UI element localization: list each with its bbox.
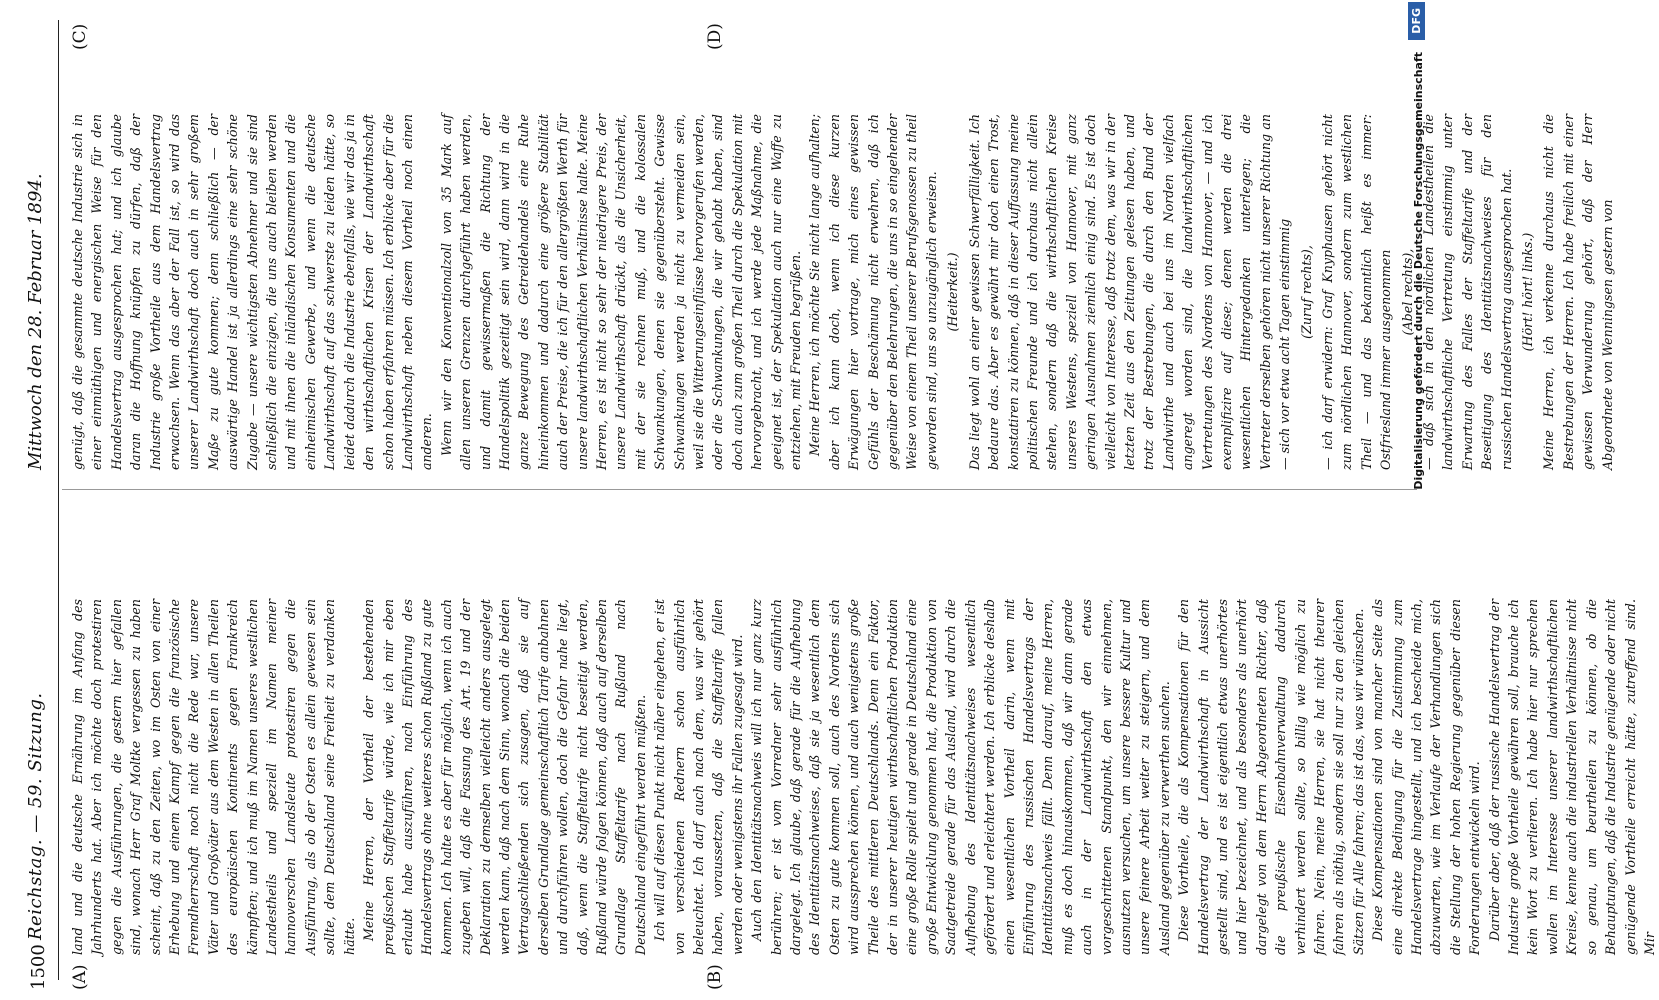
running-title: Reichstag. — 59. Sitzung. — [25, 692, 46, 940]
paragraph: — ich darf erwidern: Graf Knyphausen gehört nicht zum nördlichen Hannover, sondern zum westlichen Theil — und das bekanntlich heißt es immer: Ostfriesland immer ausgenommen — [1320, 114, 1394, 470]
margin-marker-d: (D) — [705, 23, 725, 50]
header-rule — [58, 20, 59, 980]
paragraph: Auch den Identitätsnachweis will ich nur ganz kurz berühren; er ist vom Vorredner sehr ausführlich dargelegt. Ich glaube, daß gerade für die Aufhebung des Identitätsnachweises, daß sie ja wesentlich dem Osten zu gute kommen soll, auch des Nordens sich wird aussprechen können, und auch wenigstens große Theile des mittleren Deutschlands. Denn ein Faktor, der in unserer heutigen wirthschaftlichen Produktion eine große Rolle spielt und gerade in Deutschland eine große Entwicklung genommen hat, die Produktion von Saatgetreide gerade für das Ausland, wird durch die Aufhebung des Identitätsnachweises wesentlich gefördert und erleichtert werden. Ich erblicke deshalb einen wesentlichen Vortheil darin, wenn mit Einführung des russischen Handelsvertrags der Identitätsnachweis fällt. Denn darauf, meine Herren, muß es doch hinauskommen, daß wir dann gerade auch in der Landwirthschaft den etwas vorgeschrittenen Standpunkt, den wir einnehmen, ausnutzen versuchen, um unsere bessere Kultur und unsere feinere Arbeit weiter zu steigern, und dem Ausland gegenüber zu verwerthen suchen. — [749, 599, 1172, 955]
digitization-note: Digitalisierung gefördert durch die Deutsche Forschungsgemeinschaft — [1412, 52, 1425, 490]
paragraph: Wenn wir den Konventionalzoll von 35 Mark auf allen unseren Grenzen durchgeführt haben werden, und damit gewissermaßen die Richtung der Handelspolitik gezeitigt sein wird, dann wird in die ganze Bewegung des Getreidehandels eine Ruhe hineinkommen und dadurch eine größere Stabilität auch der Preise, die ich für den allergrößten Werth für unsere landwirthschaftlichen Verhältnisse halte. Meine Herren, es ist nicht so sehr der niedrigere Preis, der unsere Landwirthschaft drückt, als die Unsicherheit, mit der sie rechnen muß, und die kolossalen Schwankungen, denen sie gegenübersteht. Gewisse Schwankungen werden ja nicht zu vermeiden sein, weil sie die Witterungseinflüsse hervorgerufen werden, oder die Schwankungen, die wir gehabt haben, sind doch auch zum großen Theil durch die Spekulation mit hervorgebracht, und ich werde jede Maßnahme, die geeignet ist, der Spekulation auch nur eine Waffe zu entziehen, mit Freuden begrüßen. — [438, 114, 804, 470]
page-header — [0, 0, 60, 1000]
column-divider — [62, 489, 1417, 490]
margin-marker-a: (A) — [70, 964, 90, 990]
paragraph: Diese Kompensationen sind von mancher Seite als eine direkte Bedingung für die Zustimmung zum Handelsvertrage hingestellt, und ich bescheide mich, abzuwarten, wie im Verlaufe der Verhandlungen sich die Stellung der hohen Regierung gegenüber diesen Forderungen entwickeln wird. — [1370, 599, 1483, 955]
page-footer — [1402, 0, 1430, 1000]
paragraph: Meine Herren, ich möchte Sie nicht lange aufhalten; aber ich kann doch, wenn ich diese kurzen Erwägungen hier vortrage, mich eines gewissen Gefühls der Beschämung nicht erwehren, daß ich gegenüber den Belehrungen, die uns in so eingehender Weise von einem Theil unserer Berufsgenossen zu theil geworden sind, uns so unzugänglich erweisen. — [807, 114, 939, 470]
paragraph: Diese Vortheile, die als Kompensationen für den Handelsvertrag der Landwirthschaft in Aussicht gestellt sind, und es ist eigentlich etwas unerhörtes und hier bezeichnet, und als besonders als unerhört dargelegt von dem Herrn Abgeordneten Richter, daß die preußische Eisenbahnverwaltung dadurch verhindert werden sollte, so billig wie möglich zu fahren. Nein, meine Herren, sie hat nicht theurer fahren als nöthig, sondern sie soll nur zu den gleichen Sätzen für Alle fahren; das ist das, was wir wünschen. — [1176, 599, 1366, 955]
paragraph: Meine Herren, der Vortheil der bestehenden preußischen Staffeltarife würde, wie ich mir eben erlaubt habe auszuführen, nach Einführung des Handelsvertrags ohne weiteres schon Rußland zu gute kommen. Ich halte es aber für möglich, wenn ich auch zugeben will, daß die Fassung des Art. 19 und der Deklaration zu demselben vielleicht anders ausgelegt werden kann, daß nach dem Sinn, wonach die beiden Vertragschließenden sich zusagen, daß sie auf derselben Grundlage gemeinschaftlich Tarife anbahnen und durchführen wollen, doch die Gefahr nahe liegt, daß, wenn die Staffeltarife nicht beseitigt werden, Rußland würde folgen können, daß auch auf derselben Grundlage Staffeltarife nach Rußland nach Deutschland eingeführt werden müßten. — [361, 599, 648, 955]
dfg-logo: DFG — [1408, 2, 1425, 40]
page-number: 1500 — [28, 944, 49, 990]
paragraph: Meine Herren, ich verkenne durchaus nicht die Bestrebungen der Herren. Ich habe freilich mit einer gewissen Verwunderung gehört, daß der Herr Abgeordnete von Wenningsen gestern von — [1541, 114, 1615, 470]
interjection: (Abel rechts), — [1399, 248, 1415, 336]
interjection: (Hört! hört! links.) — [1520, 232, 1536, 352]
paragraph: land und die deutsche Ernährung im Anfang des Jahrhunderts hat. Aber ich möchte doch protestiren gegen die Ausführungen, die gestern hier gefallen sind, wonach Herr Graf Moltke vergessen zu haben scheint, daß zu den Zeiten, wo im Osten von einer Erhebung und einem Kampf gegen die französische Fremdherrschaft noch nicht die Rede war, unsere Väter und Großväter aus dem Westen in allen Theilen des europäischen Kontinents gegen Frankreich kämpften; und ich muß im Namen unseres westlichen Landestheils und speziell im Namen meiner hannoverschen Landsleute protestiren gegen die Ausführung, als ob der Osten es allein gewesen sein sollte, dem Deutschland seine Freiheit zu verdanken hätte. — [70, 599, 357, 955]
paragraph: genügt, daß die gesammte deutsche Industrie sich in einer einmüthigen und energischen Weise für den Handelsvertrag ausgesprochen hat; und ich glaube daran die Hoffnung knüpfen zu dürfen, daß der Industrie große Vortheile aus dem Handelsvertrag erwachsen. Wenn das aber der Fall ist, so wird das unserer Landwirthschaft doch auch in sehr großem Maße zu gute kommen; denn schließlich — der auswärtige Handel ist ja allerdings eine sehr schöne Zugabe — unsere wichtigsten Abnehmer und sie sind schließlich die einzigen, die uns auch bleiben werden und mit ihnen die inländischen Konsumenten und die einheimischen Gewerbe, und wenn die deutsche Landwirthschaft auf das schwerste zu leiden hätte, so leidet dadurch die Industrie ebenfalls, wie wir das ja in den wirthschaftlichen Krisen der Landwirthschaft schon haben erfahren müssen. Ich erblicke aber für die Landwirthschaft neben diesem Vortheil noch einen anderen. — [70, 114, 435, 470]
margin-marker-c: (C) — [70, 23, 90, 50]
interjection: (Heiterkeit.) — [945, 252, 961, 332]
right-column — [68, 114, 1617, 470]
paragraph: — daß sich in den nördlichen Landestheilen die landwirthschaftliche Vertretung einstimmig unter Erwartung des Falles der Staffeltarife und der Beseitigung des Identitätsnachweises für den russischen Handelsvertrag ausgesprochen hat. — [1421, 114, 1514, 470]
paragraph: Ich will auf diesen Punkt nicht näher eingehen, er ist von verschiedenen Rednern schon ausführlich beleuchtet. Ich darf auch nach dem, was wir gehört haben, voraussetzen, daß die Staffeltarife fallen werden oder wenigstens ihr Fallen zugesagt wird. — [652, 599, 745, 955]
paragraph: Darüber aber, daß der russische Handelsvertrag der Industrie große Vortheile gewähren soll, brauche ich kein Wort zu verlieren. Ich habe hier nur sprechen wollen im Interesse unserer landwirthschaftlichen Kreise, kenne auch die industriellen Verhältnisse nicht so genau, um beurtheilen zu können, ob die Behauptungen, daß die Industrie genügende oder nicht genügende Vortheile erreicht hätte, zutreffend sind. Mir — [1486, 599, 1657, 955]
interjection: (Zuruf rechts), — [1298, 245, 1314, 339]
paragraph: Das liegt wohl an einer gewissen Schwerfälligkeit. Ich bedaure das. Aber es gewährt mir doch einen Trost, konstatiren zu können, daß in dieser Auffassung meine politischen Freunde und ich durchaus nicht allein stehen, sondern daß die wirthschaftlichen Kreise unseres Westens, speziell von Hannover, mit ganz geringen Ausnahmen ziemlich einig sind. Es ist doch vielleicht von Interesse, daß trotz dem, was wir in der letzten Zeit aus den Zeitungen gelesen haben, und trotz der Bestrebungen, die durch den Bund der Landwirthe und auch bei uns im Norden vielfach angeregt worden sind, die landwirthschaftlichen Vertretungen des Nordens von Hannover, — und ich exemplifizire auf diese; denen werden die drei wesentlichen Hintergedanken unterlegen; die Vertreter derselben gehören nicht unserer Richtung an — sich vor etwa acht Tagen einstimmig — [966, 114, 1293, 470]
margin-marker-b: (B) — [705, 964, 725, 990]
session-date: Mittwoch den 28. Februar 1894. — [25, 173, 46, 470]
